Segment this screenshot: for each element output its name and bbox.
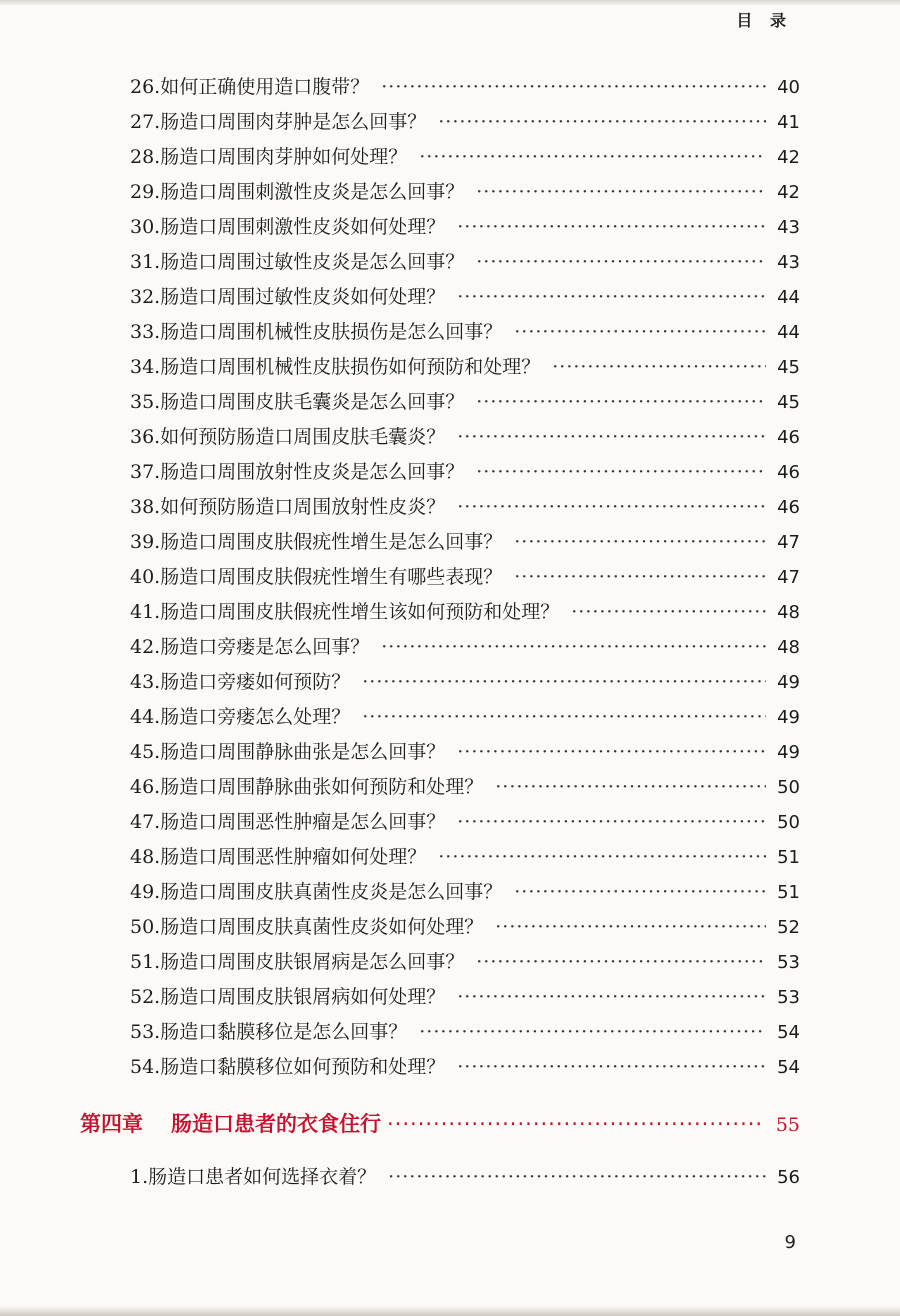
entry-number: 44. [130, 706, 161, 728]
entry-page-number: 45 [777, 357, 800, 378]
entry-number: 43. [130, 671, 161, 693]
dot-leader [388, 1160, 766, 1195]
toc-entry[interactable] [130, 665, 800, 700]
entry-number: 42. [130, 636, 161, 658]
toc-entry[interactable] [130, 770, 800, 805]
entry-title: 肠造口周围肉芽肿是怎么回事？ [160, 111, 427, 133]
running-header: 目 录 [736, 11, 792, 30]
entry-page-number: 43 [777, 217, 800, 238]
chapter-heading[interactable] [80, 1104, 800, 1144]
dot-leader [419, 1015, 766, 1050]
toc-entry[interactable] [130, 455, 800, 490]
toc-entry[interactable] [130, 910, 800, 945]
toc-entry[interactable] [130, 280, 800, 315]
entry-title: 肠造口周围皮肤毛囊炎是怎么回事？ [160, 391, 465, 413]
dot-leader [514, 560, 766, 595]
entry-title: 肠造口周围皮肤假疣性增生该如何预防和处理？ [160, 601, 560, 623]
entry-number: 33. [130, 321, 161, 343]
entry-number: 32. [130, 286, 161, 308]
entry-title: 肠造口周围静脉曲张如何预防和处理？ [160, 776, 484, 798]
dot-leader [457, 490, 766, 525]
toc-entry[interactable] [130, 490, 800, 525]
page-number: 9 [784, 1232, 796, 1253]
entry-title: 肠造口旁瘘怎么处理？ [160, 706, 351, 728]
dot-leader [476, 945, 766, 980]
entry-number: 36. [130, 426, 161, 448]
entry-title: 如何正确使用造口腹带？ [160, 76, 370, 98]
toc-entry[interactable] [130, 595, 800, 630]
toc-entry[interactable] [130, 980, 800, 1015]
entry-title: 肠造口周围恶性肿瘤如何处理？ [160, 846, 427, 868]
entry-page-number: 56 [777, 1167, 800, 1188]
toc-entry[interactable] [130, 1050, 800, 1085]
entry-page-number: 44 [777, 287, 800, 308]
entry-page-number: 46 [777, 462, 800, 483]
toc-entry[interactable] [130, 210, 800, 245]
entry-title: 肠造口周围皮肤假疣性增生有哪些表现？ [160, 566, 503, 588]
dot-leader [476, 385, 766, 420]
entry-number: 29. [130, 181, 161, 203]
dot-leader [419, 140, 766, 175]
entry-title: 肠造口周围皮肤真菌性皮炎如何处理？ [160, 916, 484, 938]
dot-leader [495, 910, 766, 945]
entry-page-number: 46 [777, 497, 800, 518]
entry-number: 27. [130, 111, 161, 133]
entry-number: 35. [130, 391, 161, 413]
dot-leader [571, 595, 766, 630]
entry-page-number: 49 [777, 742, 800, 763]
toc-entry[interactable] [130, 1160, 800, 1195]
entry-page-number: 47 [777, 532, 800, 553]
entry-page-number: 53 [777, 952, 800, 973]
toc-entry[interactable] [130, 875, 800, 910]
entry-title: 肠造口旁瘘如何预防？ [160, 671, 351, 693]
entry-title: 肠造口周围静脉曲张是怎么回事？ [160, 741, 446, 763]
entry-title: 肠造口周围刺激性皮炎是怎么回事？ [160, 181, 465, 203]
entry-number: 40. [130, 566, 161, 588]
toc-entry[interactable] [130, 840, 800, 875]
dot-leader [457, 805, 766, 840]
entry-number: 1. [130, 1166, 149, 1188]
toc-list [130, 70, 800, 1085]
entry-number: 54. [130, 1056, 161, 1078]
entry-number: 37. [130, 461, 161, 483]
top-shadow [0, 0, 900, 6]
entry-title: 如何预防肠造口周围皮肤毛囊炎？ [160, 426, 446, 448]
entry-title: 肠造口旁瘘是怎么回事？ [160, 636, 370, 658]
dot-leader [387, 1104, 764, 1144]
entry-title: 肠造口周围皮肤银屑病是怎么回事？ [160, 951, 465, 973]
dot-leader [438, 840, 766, 875]
entry-page-number: 54 [777, 1022, 800, 1043]
toc-entry[interactable] [130, 525, 800, 560]
entry-page-number: 49 [777, 707, 800, 728]
entry-number: 49. [130, 881, 161, 903]
entry-page-number: 43 [777, 252, 800, 273]
toc-entry[interactable] [130, 700, 800, 735]
entry-title: 肠造口周围机械性皮肤损伤是怎么回事？ [160, 321, 503, 343]
entry-page-number: 47 [777, 567, 800, 588]
entry-number: 52. [130, 986, 161, 1008]
entry-title: 肠造口周围刺激性皮炎如何处理？ [160, 216, 446, 238]
toc-entry[interactable] [130, 175, 800, 210]
entry-page-number: 40 [777, 77, 800, 98]
toc-entry[interactable] [130, 560, 800, 595]
dot-leader [514, 875, 766, 910]
dot-leader [495, 770, 766, 805]
entry-number: 46. [130, 776, 161, 798]
entry-number: 50. [130, 916, 161, 938]
entry-title: 肠造口周围皮肤真菌性皮炎是怎么回事？ [160, 881, 503, 903]
entry-title: 肠造口周围皮肤银屑病如何处理？ [160, 986, 446, 1008]
toc-entry[interactable] [130, 245, 800, 280]
entry-title: 肠造口周围过敏性皮炎是怎么回事？ [160, 251, 465, 273]
entry-number: 39. [130, 531, 161, 553]
entry-page-number: 53 [777, 987, 800, 1008]
entry-title: 肠造口周围放射性皮炎是怎么回事？ [160, 461, 465, 483]
toc-entry[interactable] [130, 105, 800, 140]
entry-title: 肠造口患者如何选择衣着？ [148, 1166, 377, 1188]
entry-page-number: 48 [777, 602, 800, 623]
toc-entry[interactable] [130, 805, 800, 840]
entry-number: 38. [130, 496, 161, 518]
entry-number: 31. [130, 251, 161, 273]
dot-leader [552, 350, 766, 385]
entry-number: 51. [130, 951, 161, 973]
chapter-page-number: 55 [775, 1114, 800, 1136]
chapter-toc-list [130, 1160, 800, 1195]
entry-title: 肠造口周围皮肤假疣性增生是怎么回事？ [160, 531, 503, 553]
dot-leader [514, 315, 766, 350]
entry-page-number: 52 [777, 917, 800, 938]
entry-number: 34. [130, 356, 161, 378]
entry-page-number: 49 [777, 672, 800, 693]
dot-leader [457, 1050, 766, 1085]
dot-leader [438, 105, 766, 140]
entry-page-number: 50 [777, 777, 800, 798]
dot-leader [476, 245, 766, 280]
toc-entry[interactable] [130, 420, 800, 455]
dot-leader [362, 700, 766, 735]
dot-leader [457, 280, 766, 315]
entry-number: 47. [130, 811, 161, 833]
bottom-shadow [0, 1306, 900, 1316]
entry-number: 26. [130, 76, 161, 98]
toc-entry[interactable] [130, 1015, 800, 1050]
entry-title: 肠造口黏膜移位是怎么回事？ [160, 1021, 408, 1043]
entry-page-number: 51 [777, 882, 800, 903]
entry-page-number: 46 [777, 427, 800, 448]
entry-number: 28. [130, 146, 161, 168]
entry-title: 肠造口周围机械性皮肤损伤如何预防和处理？ [160, 356, 541, 378]
dot-leader [381, 70, 766, 105]
toc-entry[interactable] [130, 70, 800, 105]
entry-title: 如何预防肠造口周围放射性皮炎？ [160, 496, 446, 518]
entry-number: 45. [130, 741, 161, 763]
dot-leader [476, 175, 766, 210]
dot-leader [457, 210, 766, 245]
entry-page-number: 54 [777, 1057, 800, 1078]
dot-leader [362, 665, 766, 700]
chapter-title: 肠造口患者的衣食住行 [171, 1112, 381, 1136]
toc-entry[interactable] [130, 140, 800, 175]
chapter-label: 第四章 [80, 1112, 143, 1136]
entry-number: 30. [130, 216, 161, 238]
entry-page-number: 50 [777, 812, 800, 833]
toc-entry[interactable] [130, 735, 800, 770]
entry-page-number: 48 [777, 637, 800, 658]
entry-title: 肠造口周围过敏性皮炎如何处理？ [160, 286, 446, 308]
dot-leader [457, 980, 766, 1015]
entry-page-number: 45 [777, 392, 800, 413]
dot-leader [476, 455, 766, 490]
toc-entry[interactable] [130, 315, 800, 350]
toc-entry[interactable] [130, 350, 800, 385]
dot-leader [457, 420, 766, 455]
dot-leader [514, 525, 766, 560]
entry-number: 41. [130, 601, 161, 623]
dot-leader [457, 735, 766, 770]
dot-leader [381, 630, 766, 665]
entry-page-number: 44 [777, 322, 800, 343]
entry-title: 肠造口黏膜移位如何预防和处理？ [160, 1056, 446, 1078]
entry-page-number: 42 [777, 182, 800, 203]
toc-entry[interactable] [130, 945, 800, 980]
entry-number: 53. [130, 1021, 161, 1043]
toc-entry[interactable] [130, 385, 800, 420]
entry-page-number: 42 [777, 147, 800, 168]
entry-title: 肠造口周围恶性肿瘤是怎么回事？ [160, 811, 446, 833]
entry-page-number: 51 [777, 847, 800, 868]
entry-number: 48. [130, 846, 161, 868]
entry-title: 肠造口周围肉芽肿如何处理？ [160, 146, 408, 168]
toc-entry[interactable] [130, 630, 800, 665]
entry-page-number: 41 [777, 112, 800, 133]
